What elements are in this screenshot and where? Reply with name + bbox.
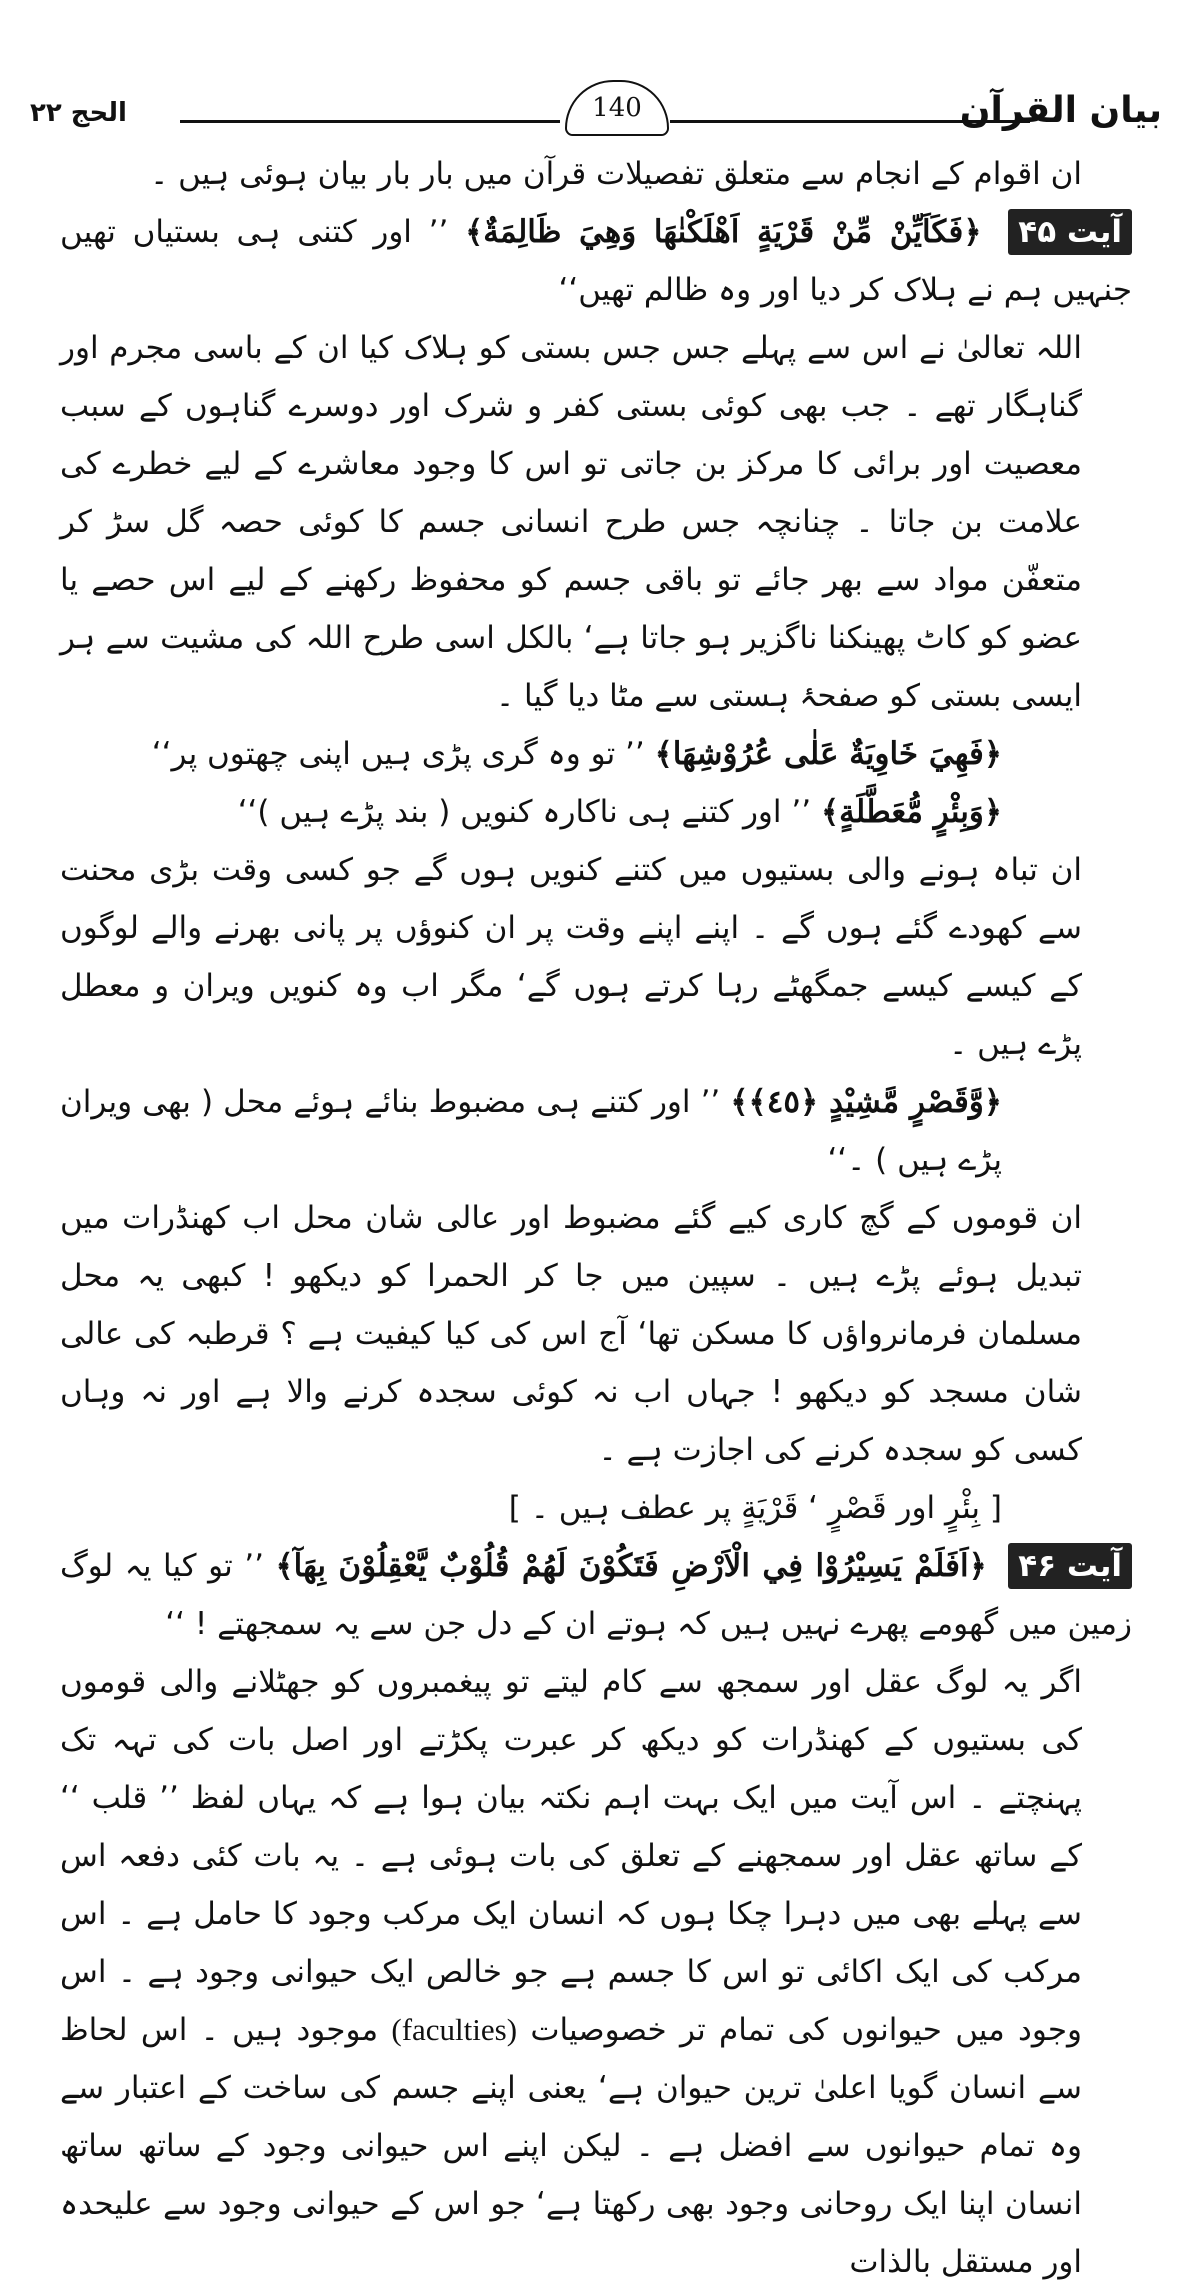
quote-1-translation: ’’ تو وہ گری پڑی ہیں اپنی چھتوں پر‘‘ [151, 736, 645, 772]
ayah-46-arabic: ﴿اَفَلَمْ يَسِيْرُوْا فِي الْاَرْضِ فَتَكُوْنَ لَهُمْ قُلُوْبٌ يَّعْقِلُوْنَ بِهَآ﴾ [275, 1548, 987, 1584]
quote-2-translation: ’’ اور کتنے ہی ناکارہ کنویں ( بند پڑے ہیں )‘‘ [237, 794, 812, 830]
paragraph-5 [60, 1653, 1132, 2291]
book-title: بیان القرآن [959, 90, 1162, 131]
ayah-45-tag: آیت ۴۵ [1008, 209, 1132, 255]
quote-3-arabic: ﴿وَّقَصْرٍ مَّشِيْدٍ ﴿٤٥﴾﴾ [730, 1084, 1002, 1120]
ayah-45 [60, 203, 1132, 319]
ayah-46-translation: ’’ تو کیا یہ لوگ زمین میں گھومے پھرے نہیں ہیں کہ ہوتے ان کے دل جن سے یہ سمجھتے ! ‘‘ [60, 1548, 1132, 1642]
ayah-45-arabic: ﴿فَكَاَيِّنْ مِّنْ قَرْيَةٍ اَهْلَكْنٰهَا وَهِيَ ظَالِمَةٌ﴾ [465, 214, 982, 250]
paragraph-5-part-2: موجود ہیں ۔ اس لحاظ سے انسان گویا اعلیٰ ترین حیوان ہے‘ یعنی اپنے جسم کی ساخت کے اعتبار سے وہ تمام حیوانوں سے افضل ہے ۔ لیکن اپنے اس حیوانی وجود کے ساتھ ساتھ انسان اپنا ایک روحانی وجود بھی رکھتا ہے‘ جو اس کے حیوانی وجود سے علیحدہ اور مستقل بالذات [60, 2012, 1082, 2280]
paragraph-4: ان قوموں کے گچ کاری کیے گئے مضبوط اور عالی شان محل اب کھنڈرات میں تبدیل ہوئے پڑے ہیں ۔ سپین میں جا کر الحمرا کو دیکھو ! کبھی یہ محل مسلمان فرمانرواؤں کا مسکن تھا‘ آج اس کی کیا کیفیت ہے ؟ قرطبہ کی عالی شان مسجد کو دیکھو ! جہاں اب نہ کوئی سجدہ کرنے والا ہے اور نہ وہاں کسی کو سجدہ کرنے کی اجازت ہے ۔ [60, 1200, 1082, 1468]
paragraph-3: ان تباہ ہونے والی بستیوں میں کتنے کنویں ہوں گے جو کسی وقت بڑی محنت سے کھودے گئے ہوں گے ۔ اپنے اپنے وقت پر ان کنوؤں پر پانی بھرنے والے لوگوں کے کیسے کیسے جمگھٹے رہا کرتے ہوں گے‘ مگر اب وہ کنویں ویران و معطل پڑے ہیں ۔ [60, 852, 1082, 1062]
paragraph-2: اللہ تعالیٰ نے اس سے پہلے جس جس بستی کو ہلاک کیا ان کے باسی مجرم اور گناہگار تھے ۔ جب بھی کوئی بستی کفر و شرک اور دوسرے گناہوں کے سبب معصیت اور برائی کا مرکز بن جاتی تو اس کا وجود معاشرے کے لیے خطرے کی علامت بن جاتا ۔ چنانچہ جس طرح انسانی جسم کا کوئی حصہ گل سڑ کر متعفّن مواد سے بھر جائے تو باقی جسم کو محفوظ رکھنے کے لیے اس حصے یا عضو کو کاٹ پھینکنا ناگزیر ہو جاتا ہے‘ بالکل اسی طرح اللہ کی مشیت سے ہر ایسی بستی کو صفحۂ ہستی سے مٹا دیا گیا ۔ [60, 330, 1082, 714]
quote-3-translation: ’’ اور کتنے ہی مضبوط بنائے ہوئے محل ( بھی ویران پڑے ہیں ) ۔‘‘ [60, 1084, 1002, 1178]
paragraph-5-part-1: اگر یہ لوگ عقل اور سمجھ سے کام لیتے تو پیغمبروں کو جھٹلانے والی قوموں کی بستیوں کے کھنڈرات کو دیکھ کر عبرت پکڑتے اور اصل بات کی تہہ تک پہنچتے ۔ اس آیت میں ایک بہت اہم نکتہ بیان ہوا ہے کہ یہاں لفظ ’’ قلب ‘‘ کے ساتھ عقل اور سمجھنے کے تعلق کی بات ہوئی ہے ۔ یہ بات کئی دفعہ اس سے پہلے بھی میں دہرا چکا ہوں کہ انسان ایک مرکب وجود کا حامل ہے ۔ اس مرکب کی ایک اکائی تو اس کا جسم ہے جو خالص ایک حیوانی وجود ہے ۔ اس وجود میں حیوانوں کی تمام تر خصوصیات [60, 1664, 1083, 2048]
ayah-46-tag: آیت ۴۶ [1008, 1543, 1132, 1589]
page-header [30, 60, 1162, 130]
header-rule-right [670, 120, 1030, 123]
quote-2 [60, 783, 1132, 841]
faculties-term: (faculties) [391, 2012, 518, 2047]
surah-name: الحج ۲۲ [30, 98, 127, 128]
quote-2-arabic: ﴿وَبِئْرٍ مُّعَطَّلَةٍ﴾ [820, 794, 1002, 830]
paragraph-1: ان اقوام کے انجام سے متعلق تفصیلات قرآن میں بار بار بیان ہوئی ہیں ۔ [150, 156, 1082, 192]
ayah-46 [60, 1537, 1132, 1653]
bracket-note: [ بِئْرٍ اور قَصْرٍ ‘ قَرْيَةٍ پر عطف ہیں ۔ ] [508, 1490, 1002, 1526]
ayah-45-translation: ’’ اور کتنی ہی بستیاں تھیں جنہیں ہم نے ہلاک کر دیا اور وہ ظالم تھیں‘‘ [60, 214, 1132, 308]
quote-1-arabic: ﴿فَهِيَ خَاوِيَةٌ عَلٰى عُرُوْشِهَا﴾ [654, 736, 1002, 772]
quote-1 [60, 725, 1132, 783]
page-number: 140 [565, 80, 669, 136]
page-body [60, 145, 1132, 2291]
quote-3 [60, 1073, 1132, 1189]
header-rule-left [180, 120, 560, 123]
